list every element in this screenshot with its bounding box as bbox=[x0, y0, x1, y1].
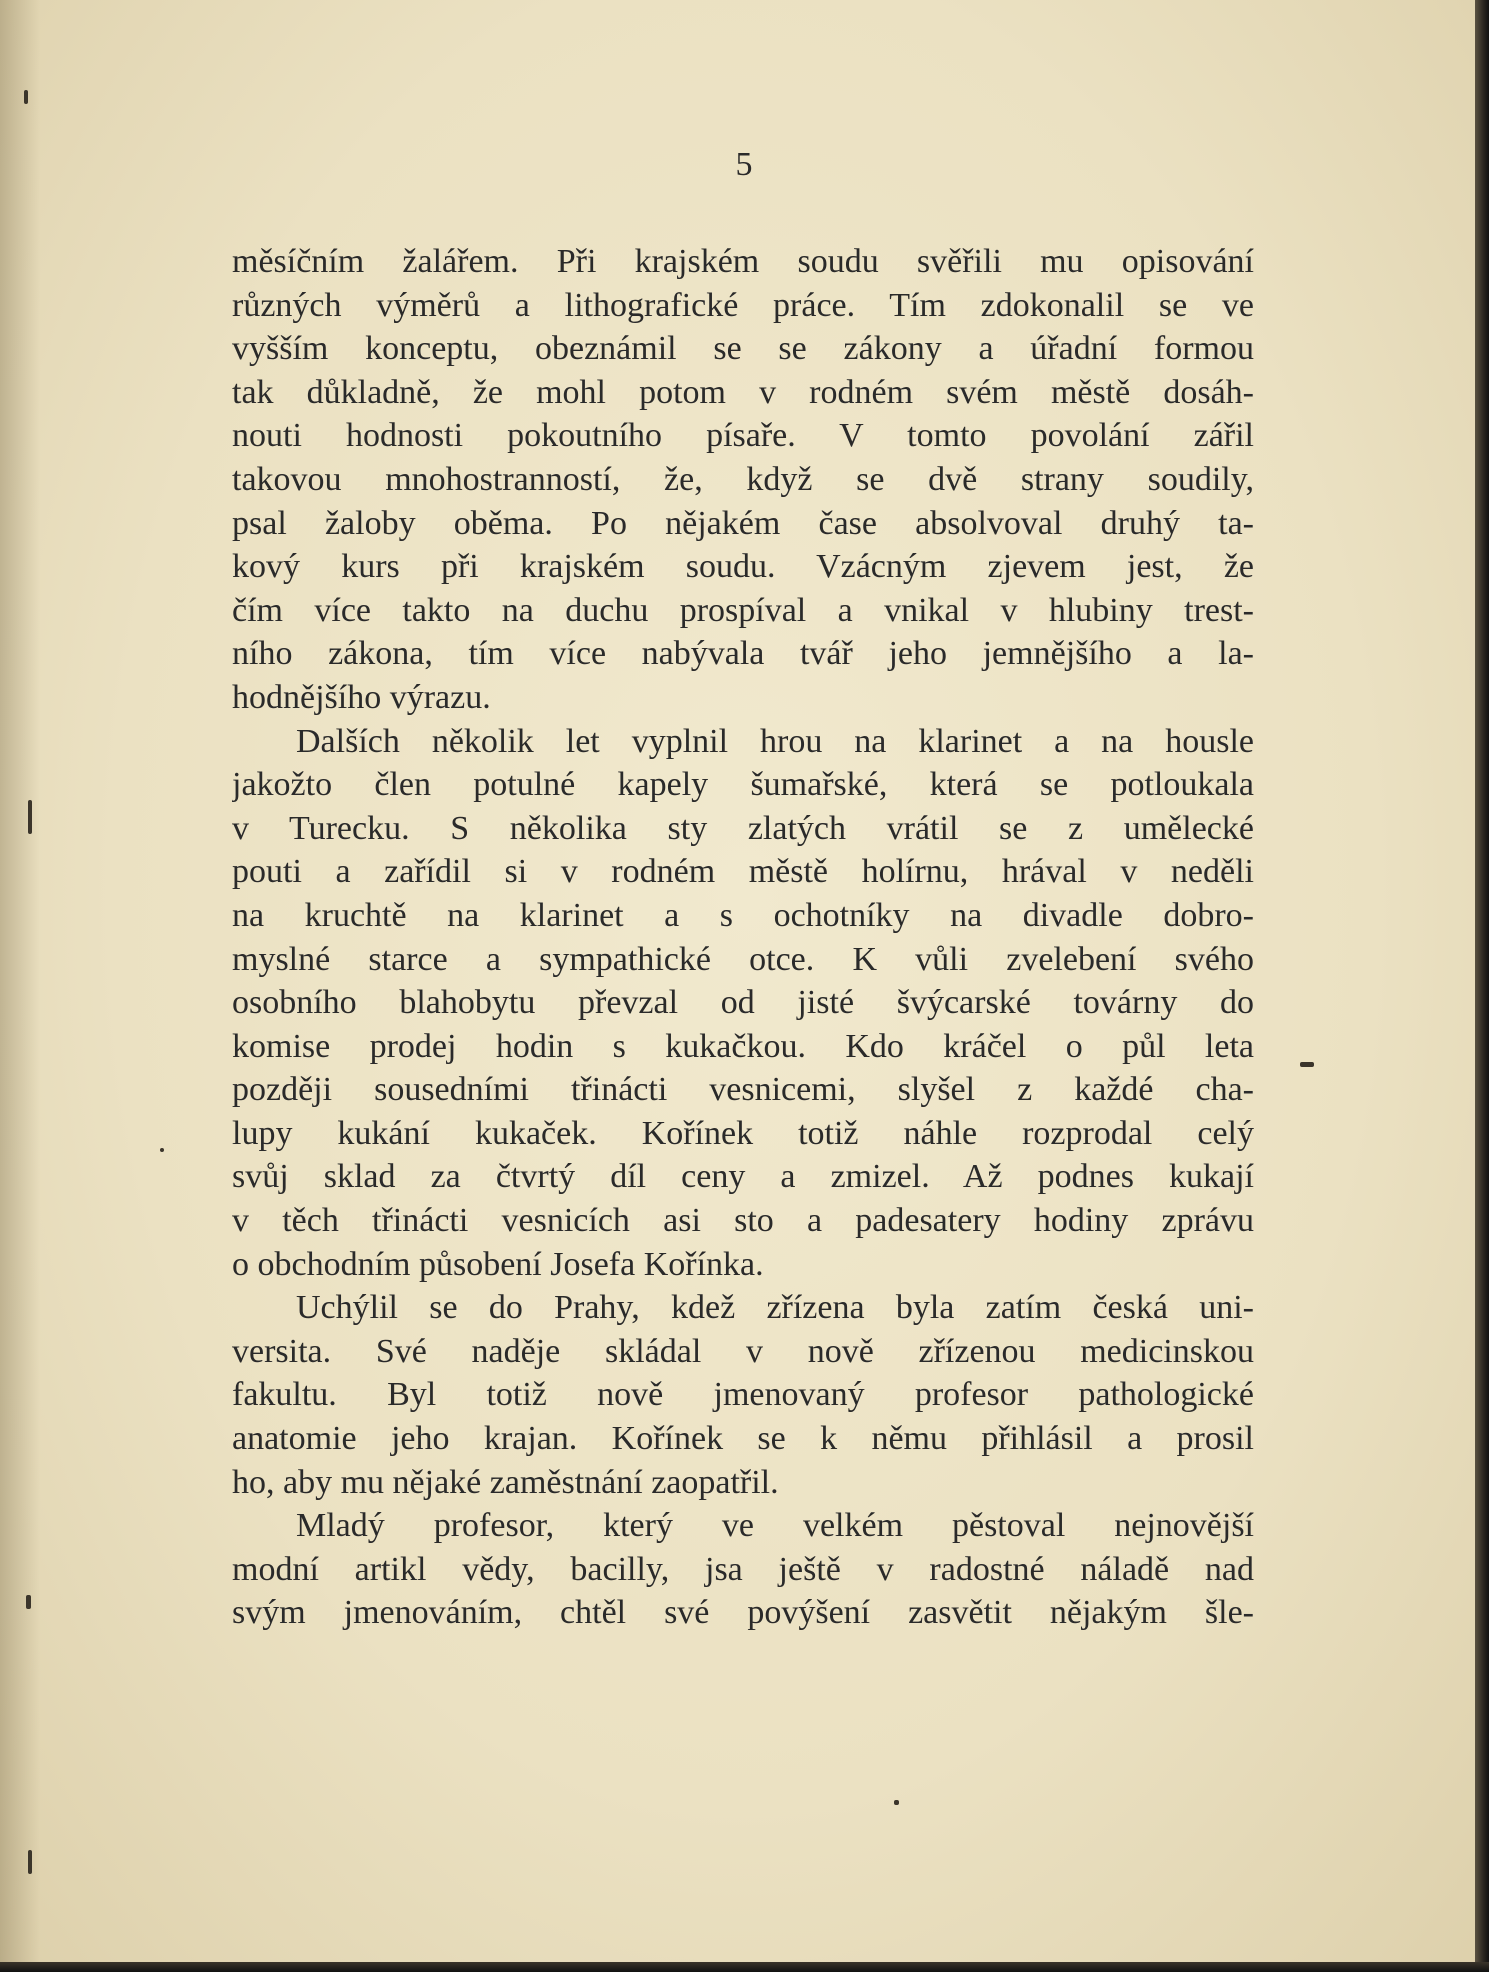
text-line: Dalších několik let vyplnil hrou na klarinet a na housle bbox=[296, 722, 1254, 760]
text-line: na kruchtě na klarinet a s ochotníky na divadle dobro- bbox=[232, 896, 1254, 934]
margin-speck bbox=[28, 800, 32, 834]
text-line: vyšším konceptu, obeznámil se se zákony a úřadní formou bbox=[232, 330, 1254, 368]
text-line: versita. Své naděje skládal v nově zřízenou medicinskou bbox=[232, 1332, 1254, 1370]
text-line: později sousedními třinácti vesnicemi, slyšel z každé cha- bbox=[232, 1071, 1254, 1109]
text-line: myslné starce a sympathické otce. K vůli zvelebení svého bbox=[232, 940, 1254, 978]
text-line: lupy kukání kukaček. Kořínek totiž náhle rozprodal celý bbox=[232, 1114, 1254, 1152]
margin-speck bbox=[26, 1595, 31, 1609]
margin-speck bbox=[160, 1148, 164, 1152]
text-line: Mladý profesor, který ve velkém pěstoval nejnovější bbox=[296, 1507, 1254, 1545]
text-line: Uchýlil se do Prahy, kdež zřízena byla zatím česká uni- bbox=[296, 1289, 1254, 1327]
text-line: fakultu. Byl totiž nově jmenovaný profesor pathologické bbox=[232, 1376, 1254, 1414]
text-line: čím více takto na duchu prospíval a vnikal v hlubiny trest- bbox=[232, 591, 1254, 629]
text-line: osobního blahobytu převzal od jisté švýcarské továrny do bbox=[232, 984, 1254, 1022]
text-line: různých výměrů a lithografické práce. Tím zdokonalil se ve bbox=[232, 286, 1254, 324]
text-line: ho, aby mu nějaké zaměstnání zaopatřil. bbox=[232, 1463, 779, 1501]
page-right-edge bbox=[1475, 0, 1489, 1972]
text-line: svým jmenováním, chtěl své povýšení zasvětit nějakým šle- bbox=[232, 1594, 1254, 1632]
text-line: komise prodej hodin s kukačkou. Kdo kráčel o půl leta bbox=[232, 1027, 1254, 1065]
text-line: psal žaloby oběma. Po nějakém čase absolvoval druhý ta- bbox=[232, 504, 1254, 542]
paragraph-3 bbox=[232, 1286, 1254, 1504]
text-line: v těch třinácti vesnicích asi sto a padesatery hodiny zprávu bbox=[232, 1202, 1254, 1240]
margin-speck bbox=[1300, 1062, 1314, 1067]
text-line: svůj sklad za čtvrtý díl ceny a zmizel. Až podnes kukají bbox=[232, 1158, 1254, 1196]
text-line: jakožto člen potulné kapely šumařské, která se potloukala bbox=[232, 766, 1254, 804]
text-line: tak důkladně, že mohl potom v rodném svém městě dosáh- bbox=[232, 373, 1254, 411]
text-line: takovou mnohostranností, že, když se dvě strany soudily, bbox=[232, 460, 1254, 498]
text-line: pouti a zařídil si v rodném městě holírnu, hrával v neděli bbox=[232, 853, 1254, 891]
margin-speck bbox=[894, 1800, 899, 1805]
text-line: kový kurs při krajském soudu. Vzácným zjevem jest, že bbox=[232, 548, 1254, 586]
body-text bbox=[232, 240, 1254, 1635]
page-bottom-edge bbox=[0, 1962, 1489, 1972]
binding-shadow bbox=[0, 0, 40, 1972]
text-line: anatomie jeho krajan. Kořínek se k němu přihlásil a prosil bbox=[232, 1420, 1254, 1458]
margin-speck bbox=[24, 90, 28, 104]
text-line: modní artikl vědy, bacilly, jsa ještě v radostné náladě nad bbox=[232, 1550, 1254, 1588]
margin-speck bbox=[28, 1850, 32, 1874]
text-line: nouti hodnosti pokoutního písaře. V tomto povolání zářil bbox=[232, 417, 1254, 455]
text-line: o obchodním působení Josefa Kořínka. bbox=[232, 1245, 764, 1283]
text-line: hodnějšího výrazu. bbox=[232, 678, 491, 716]
text-line: v Turecku. S několika sty zlatých vrátil se z umělecké bbox=[232, 809, 1254, 847]
paragraph-4 bbox=[232, 1504, 1254, 1635]
paragraph-2 bbox=[232, 720, 1254, 1287]
text-line: měsíčním žalářem. Při krajském soudu svěřili mu opisování bbox=[232, 243, 1254, 280]
paragraph-1 bbox=[232, 240, 1254, 720]
text-line: ního zákona, tím více nabývala tvář jeho jemnějšího a la- bbox=[232, 635, 1254, 673]
page-number: 5 bbox=[735, 146, 754, 183]
